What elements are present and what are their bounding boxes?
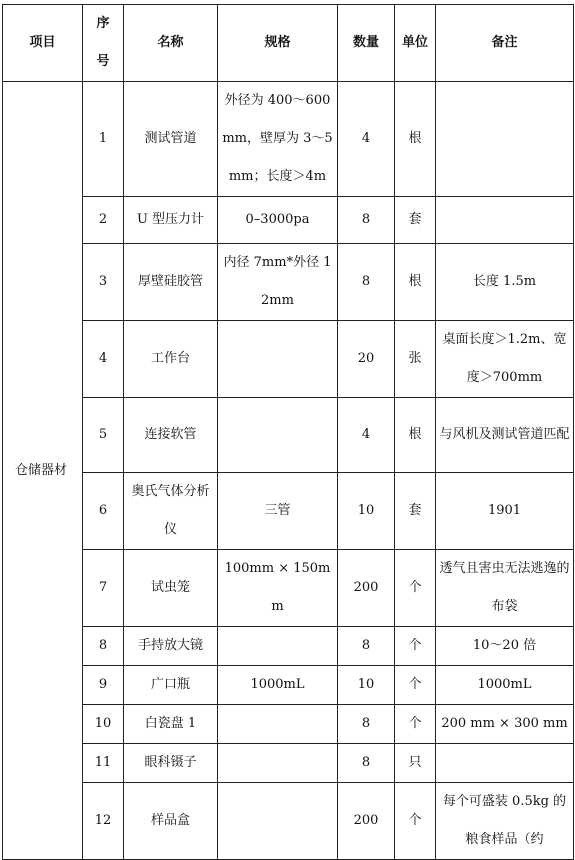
table-row xyxy=(3,82,574,197)
cell-qty: 10 xyxy=(338,666,395,705)
cell-spec: 0–3000pa xyxy=(218,197,338,244)
cell-name: 奥氏气体分析仪 xyxy=(124,473,218,550)
table-row xyxy=(3,705,574,744)
table-row xyxy=(3,398,574,473)
cell-seq: 4 xyxy=(83,321,124,398)
cell-spec xyxy=(218,783,338,860)
cell-unit: 根 xyxy=(395,244,436,321)
cell-qty: 20 xyxy=(338,321,395,398)
cell-unit: 根 xyxy=(395,82,436,197)
cell-spec xyxy=(218,398,338,473)
cell-note: 桌面长度＞1.2m、宽度＞700mm xyxy=(436,321,574,398)
cell-seq: 6 xyxy=(83,473,124,550)
cell-name: 眼科镊子 xyxy=(124,744,218,783)
cell-qty: 10 xyxy=(338,473,395,550)
cell-name: 手持放大镜 xyxy=(124,627,218,666)
header-note: 备注 xyxy=(436,5,574,82)
cell-note: 1901 xyxy=(436,473,574,550)
cell-spec xyxy=(218,705,338,744)
cell-note xyxy=(436,197,574,244)
cell-unit: 只 xyxy=(395,744,436,783)
table-row xyxy=(3,627,574,666)
cell-spec: 内径 7mm*外径 12mm xyxy=(218,244,338,321)
cell-name: U 型压力计 xyxy=(124,197,218,244)
table-row xyxy=(3,550,574,627)
cell-note: 1000mL xyxy=(436,666,574,705)
category-cell: 仓储器材 xyxy=(3,82,83,860)
cell-spec xyxy=(218,744,338,783)
header-project: 项目 xyxy=(3,5,83,82)
cell-note: 每个可盛装 0.5kg 的粮食样品（约 xyxy=(436,783,574,860)
cell-qty: 4 xyxy=(338,82,395,197)
cell-seq: 7 xyxy=(83,550,124,627)
table-row xyxy=(3,473,574,550)
cell-spec xyxy=(218,627,338,666)
cell-note xyxy=(436,744,574,783)
cell-unit: 个 xyxy=(395,550,436,627)
cell-unit: 个 xyxy=(395,783,436,860)
cell-note xyxy=(436,82,574,197)
cell-seq: 3 xyxy=(83,244,124,321)
table-row xyxy=(3,244,574,321)
header-name: 名称 xyxy=(124,5,218,82)
cell-unit: 张 xyxy=(395,321,436,398)
cell-note: 与风机及测试管道匹配 xyxy=(436,398,574,473)
header-seq: 序号 xyxy=(83,5,124,82)
cell-unit: 个 xyxy=(395,627,436,666)
cell-seq: 1 xyxy=(83,82,124,197)
cell-note: 长度 1.5m xyxy=(436,244,574,321)
cell-name: 连接软管 xyxy=(124,398,218,473)
cell-spec: 外径为 400～600mm，壁厚为 3～5mm；长度＞4m xyxy=(218,82,338,197)
cell-spec xyxy=(218,321,338,398)
header-unit: 单位 xyxy=(395,5,436,82)
cell-qty: 8 xyxy=(338,244,395,321)
cell-unit: 个 xyxy=(395,666,436,705)
cell-spec: 1000mL xyxy=(218,666,338,705)
cell-qty: 8 xyxy=(338,744,395,783)
cell-qty: 8 xyxy=(338,627,395,666)
cell-note: 200 mm × 300 mm xyxy=(436,705,574,744)
cell-note: 透气且害虫无法逃逸的布袋 xyxy=(436,550,574,627)
table-row xyxy=(3,744,574,783)
cell-spec: 100mm × 150mm xyxy=(218,550,338,627)
cell-unit: 套 xyxy=(395,473,436,550)
table-row xyxy=(3,197,574,244)
cell-seq: 5 xyxy=(83,398,124,473)
cell-seq: 11 xyxy=(83,744,124,783)
cell-unit: 套 xyxy=(395,197,436,244)
table-row xyxy=(3,321,574,398)
cell-seq: 10 xyxy=(83,705,124,744)
cell-seq: 12 xyxy=(83,783,124,860)
cell-name: 测试管道 xyxy=(124,82,218,197)
cell-name: 厚壁硅胶管 xyxy=(124,244,218,321)
equipment-table xyxy=(2,4,574,860)
cell-unit: 个 xyxy=(395,705,436,744)
cell-name: 广口瓶 xyxy=(124,666,218,705)
header-spec: 规格 xyxy=(218,5,338,82)
header-row xyxy=(3,5,574,82)
cell-seq: 2 xyxy=(83,197,124,244)
cell-seq: 8 xyxy=(83,627,124,666)
cell-qty: 8 xyxy=(338,197,395,244)
cell-seq: 9 xyxy=(83,666,124,705)
cell-qty: 200 xyxy=(338,550,395,627)
cell-qty: 8 xyxy=(338,705,395,744)
cell-spec: 三管 xyxy=(218,473,338,550)
cell-note: 10～20 倍 xyxy=(436,627,574,666)
cell-unit: 根 xyxy=(395,398,436,473)
header-qty: 数量 xyxy=(338,5,395,82)
cell-name: 工作台 xyxy=(124,321,218,398)
cell-name: 试虫笼 xyxy=(124,550,218,627)
cell-name: 样品盒 xyxy=(124,783,218,860)
cell-name: 白瓷盘 1 xyxy=(124,705,218,744)
table-row xyxy=(3,783,574,860)
cell-qty: 4 xyxy=(338,398,395,473)
table-row xyxy=(3,666,574,705)
cell-qty: 200 xyxy=(338,783,395,860)
